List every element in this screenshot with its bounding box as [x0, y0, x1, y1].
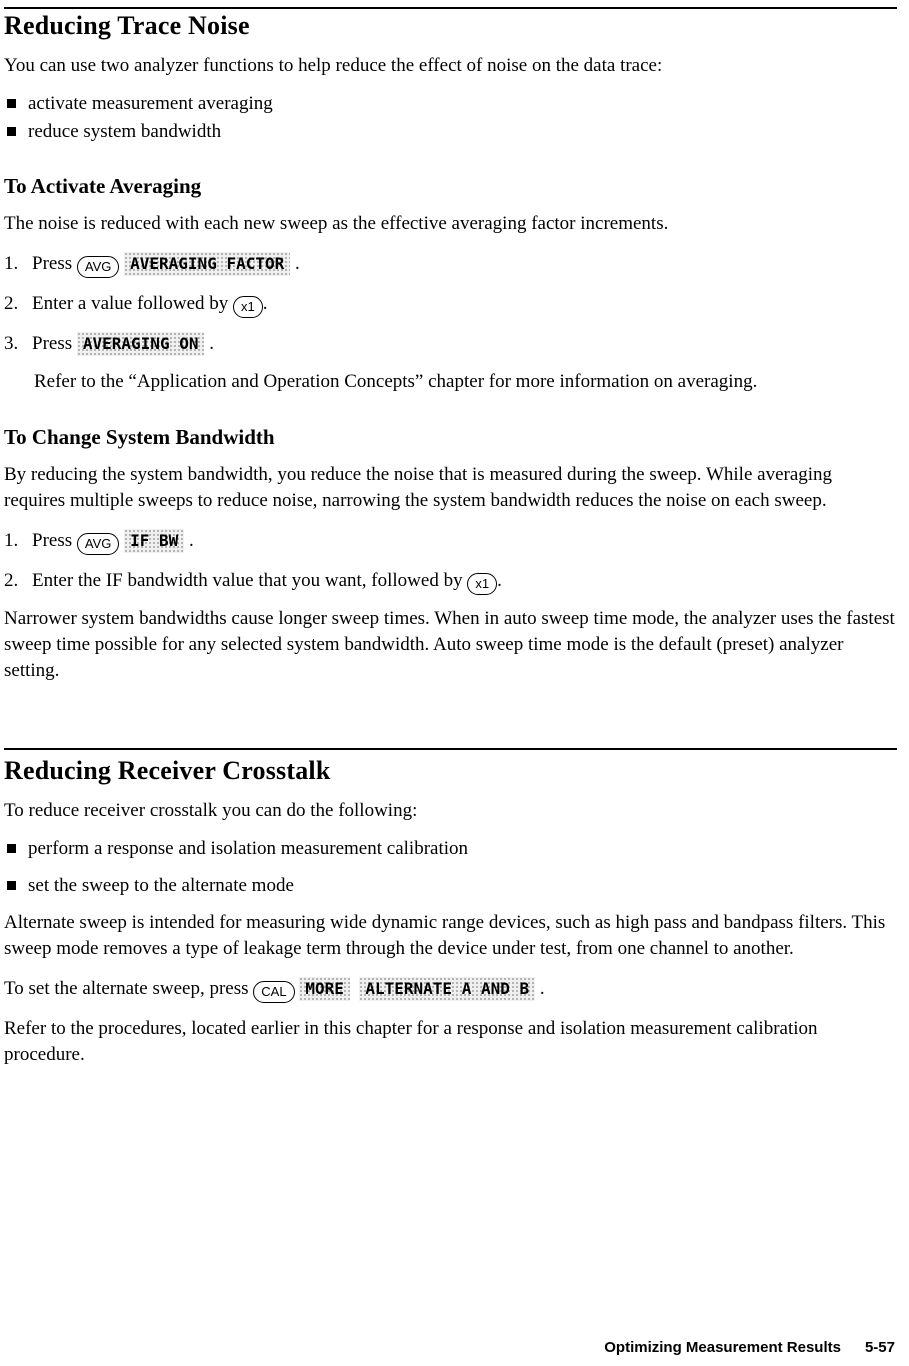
section-title-trace-noise: Reducing Trace Noise	[4, 11, 250, 40]
bandwidth-steps	[4, 526, 897, 596]
averaging-intro: The noise is reduced with each new sweep as the effective averaging factor increments.	[4, 213, 669, 234]
step-number: 1.	[4, 530, 19, 551]
section-title-crosstalk: Reducing Receiver Crosstalk	[4, 756, 331, 785]
step-text	[32, 289, 897, 319]
subsection-title-activate-averaging: To Activate Averaging	[4, 174, 202, 198]
softkey-averaging-factor: AVERAGING FACTOR	[124, 252, 290, 276]
step	[4, 249, 897, 279]
step-number: 1.	[4, 253, 19, 274]
bullet-square-icon	[7, 99, 16, 108]
averaging-note: Refer to the “Application and Operation Concepts” chapter for more information on averaging.	[34, 371, 758, 392]
step-post: .	[262, 293, 268, 314]
trace-noise-bullet-list	[4, 91, 897, 144]
step	[4, 289, 897, 319]
crosstalk-press-line	[4, 974, 897, 1004]
step	[4, 329, 897, 359]
step	[4, 566, 897, 596]
bullet-text: perform a response and isolation measurement calibration	[28, 838, 469, 859]
step-number: 2.	[4, 570, 19, 591]
step	[4, 526, 897, 556]
step-text	[32, 526, 897, 556]
bullet-square-icon	[7, 127, 16, 136]
list-item	[4, 91, 897, 116]
press-pre: To set the alternate sweep, press	[4, 978, 249, 999]
softkey-more: MORE	[299, 977, 350, 1001]
step-pre: Press	[32, 333, 73, 354]
list-item	[4, 873, 897, 898]
trace-noise-intro: You can use two analyzer functions to help reduce the effect of noise on the data trace:	[4, 55, 663, 76]
bullet-text: activate measurement averaging	[28, 93, 273, 114]
bandwidth-outro: Narrower system bandwidths cause longer sweep times. When in auto sweep time mode, the analyzer uses the fastest sweep time possible for any selected system bandwidth. Auto sweep time mode is the default (preset) analyzer setting.	[4, 608, 895, 681]
press-post: .	[539, 978, 545, 999]
crosstalk-bullet-list	[4, 836, 897, 898]
step-number: 3.	[4, 333, 19, 354]
step-pre: Enter a value followed by	[32, 293, 229, 314]
step-text	[32, 329, 897, 359]
hardkey-avg: AVG	[77, 256, 120, 278]
bullet-square-icon	[7, 881, 16, 890]
hardkey-x1: x1	[467, 573, 497, 595]
step-text	[32, 249, 897, 279]
step-pre: Press	[32, 530, 73, 551]
hardkey-cal: CAL	[253, 981, 294, 1003]
step-post: .	[209, 333, 214, 354]
bullet-text: reduce system bandwidth	[28, 121, 222, 142]
step-post: .	[497, 570, 502, 591]
crosstalk-intro: To reduce receiver crosstalk you can do the following:	[4, 800, 418, 821]
averaging-steps	[4, 249, 897, 359]
top-rule	[4, 7, 897, 9]
step-post: .	[189, 530, 194, 551]
list-item	[4, 119, 897, 144]
bandwidth-intro: By reducing the system bandwidth, you reduce the noise that is measured during the sweep. While averaging requires multiple sweeps to reduce noise, narrowing the system bandwidth reduces the noise on each sweep.	[4, 464, 833, 511]
bullet-square-icon	[7, 844, 16, 853]
step-number: 2.	[4, 293, 19, 314]
subsection-title-change-bandwidth: To Change System Bandwidth	[4, 425, 275, 449]
section-divider-rule	[4, 748, 897, 750]
step-pre: Press	[32, 253, 73, 274]
crosstalk-para-refer: Refer to the procedures, located earlier in this chapter for a response and isolation measurement calibration procedure.	[4, 1018, 818, 1065]
softkey-averaging-on: AVERAGING ON	[77, 332, 205, 356]
crosstalk-para-alternate-sweep: Alternate sweep is intended for measuring wide dynamic range devices, such as high pass and bandpass filters. This sweep mode removes a type of leakage term through the device under test, from one channel to another.	[4, 912, 886, 959]
list-item	[4, 836, 897, 861]
page-footer	[604, 1339, 895, 1356]
softkey-if-bw: IF BW	[124, 529, 184, 553]
step-text	[32, 566, 897, 596]
page-number: 5-57	[864, 1339, 895, 1356]
step-post: .	[295, 253, 300, 274]
bullet-text: set the sweep to the alternate mode	[28, 875, 294, 896]
footer-chapter-title: Optimizing Measurement Results	[604, 1339, 841, 1356]
softkey-alternate-a-and-b: ALTERNATE A AND B	[359, 977, 535, 1001]
hardkey-avg: AVG	[77, 533, 120, 555]
hardkey-x1: x1	[233, 296, 263, 318]
step-pre: Enter the IF bandwidth value that you want, followed by	[32, 570, 463, 591]
